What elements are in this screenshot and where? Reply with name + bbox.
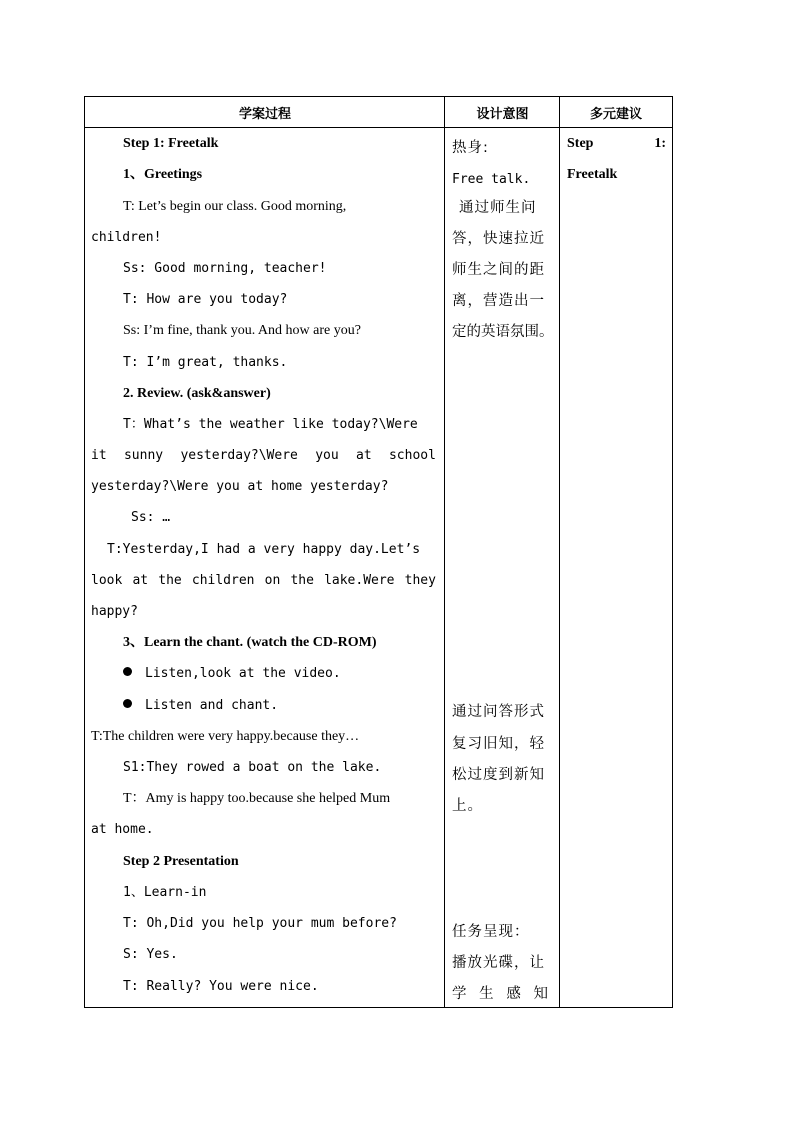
word: on: [264, 573, 281, 588]
dialogue-line-justified: [91, 446, 436, 466]
bullet-text: Listen,look at the video.: [145, 666, 341, 681]
intent-text: 松过度到新知: [452, 767, 545, 783]
dialogue-line: Ss: …: [131, 510, 171, 525]
header-intent: [445, 97, 560, 128]
dialogue-line: T：Amy is happy too.because she helped Mum: [123, 791, 391, 806]
dialogue-line: T: Oh,Did you help your mum before?: [123, 916, 397, 931]
word: 1:: [654, 136, 666, 151]
char: 感: [506, 986, 522, 1002]
intent-text: 离，营造出一: [452, 293, 545, 309]
step1-title: Step 1: Freetalk: [123, 136, 219, 151]
word: look: [91, 573, 123, 588]
intent-text: Free talk.: [452, 172, 531, 187]
chant-heading: 3、Learn the chant. (watch the CD-ROM): [123, 635, 377, 650]
dialogue-line: yesterday?\Were you at home yesterday?: [91, 479, 389, 494]
header-intent-label: 设计意图: [476, 106, 529, 122]
word: children: [191, 573, 255, 588]
dialogue-line: T: I’m great, thanks.: [123, 355, 288, 370]
dialogue-line: T: Really? You were nice.: [123, 979, 319, 994]
char: 知: [533, 986, 549, 1002]
intent-text: 通过问答形式: [452, 704, 545, 720]
word: the: [158, 573, 182, 588]
header-suggestion-label: 多元建议: [589, 106, 642, 122]
intent-text: 任务呈现：: [452, 924, 530, 940]
greetings-heading: 1、Greetings: [123, 167, 203, 182]
bullet-item: [123, 696, 278, 716]
intent-text: 定的英语氛围。: [452, 324, 554, 340]
step2-title: Step 2 Presentation: [123, 854, 239, 869]
intent-text: 热身:: [452, 140, 489, 156]
bullet-item: [123, 664, 341, 684]
word: Step: [567, 136, 594, 151]
intent-text: 师生之间的距: [452, 262, 545, 278]
word: it: [91, 448, 107, 463]
dialogue-line: children!: [91, 230, 162, 245]
bullet-icon: [123, 667, 132, 676]
word: sunny: [123, 448, 164, 463]
dialogue-line: T: How are you today?: [123, 292, 288, 307]
intent-text: 播放光碟，让: [452, 955, 545, 971]
learn-in-heading: 1、Learn-in: [123, 885, 207, 900]
word: at: [356, 448, 372, 463]
word: yesterday?\Were: [180, 448, 298, 463]
dialogue-line: at home.: [91, 822, 154, 837]
dialogue-line-justified: [91, 571, 436, 591]
word: the: [290, 573, 314, 588]
word: school: [388, 448, 436, 463]
suggestion-column: [560, 128, 672, 1007]
header-process-label: 学案过程: [238, 106, 291, 122]
suggestion-text: Freetalk: [567, 167, 618, 182]
process-column: [85, 128, 444, 1007]
dialogue-line: S: Yes.: [123, 947, 178, 962]
intent-text-justified: [452, 984, 549, 1004]
dialogue-line: T：What’s the weather like today?\Were: [123, 417, 418, 432]
intent-text: 答，快速拉近: [452, 231, 545, 247]
intent-text: 复习旧知，轻: [452, 736, 545, 752]
dialogue-line: S1:They rowed a boat on the lake.: [123, 760, 382, 775]
dialogue-line: T: Let’s begin our class. Good morning,: [123, 199, 347, 214]
word: you: [315, 448, 339, 463]
intent-text: 上。: [452, 798, 483, 814]
char: 学: [452, 986, 468, 1002]
lesson-plan-table: [84, 96, 673, 1008]
intent-text: 通过师生问: [459, 200, 537, 216]
word: at: [132, 573, 149, 588]
suggestion-text-justified: [567, 134, 666, 154]
dialogue-line: happy?: [91, 604, 138, 619]
dialogue-line: T:The children were very happy.because they…: [91, 729, 360, 744]
word: they: [404, 573, 436, 588]
word: lake.Were: [324, 573, 395, 588]
dialogue-line: Ss: I’m fine, thank you. And how are you?: [123, 323, 361, 338]
bullet-icon: [123, 699, 132, 708]
header-process: [85, 97, 445, 128]
dialogue-line: Ss: Good morning, teacher!: [123, 261, 327, 276]
bullet-text: Listen and chant.: [145, 698, 279, 713]
dialogue-line: T:Yesterday,I had a very happy day.Let’s: [107, 542, 421, 557]
header-suggestion: [560, 97, 672, 128]
review-heading: 2. Review. (ask&answer): [123, 386, 271, 401]
char: 生: [479, 986, 495, 1002]
intent-column: [445, 128, 559, 1007]
